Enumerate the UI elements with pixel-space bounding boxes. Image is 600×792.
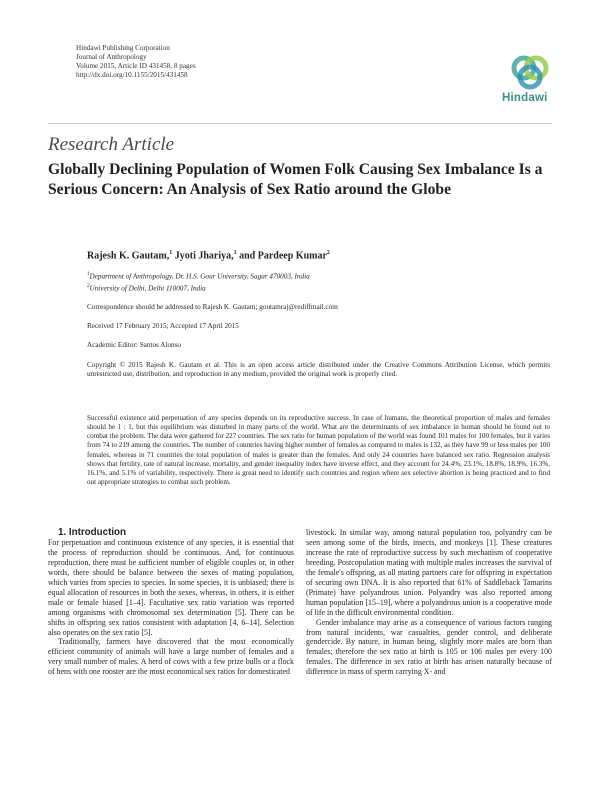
- body-paragraph: For perpetuation and continuous existence of any species, it is essential that the process of reproduction should be continuous. And, for continuous reproduction, there must be sufficient number of eligible couples or, in other words, there should be balance between the sexes of mating population, which varies from species to species. In some species, it is unbiased; there is equal allocation of resources in both the sexes, whereas, in others, it is either male or female biased [1–4]. Facultative sex ratio variation was reported among organisms with chromosomal sex determination [5]. There can be shifts in offspring sex ratios consistent with adaptation [4, 6–14]. Selection also operates on the sex ratio [5].: [48, 537, 294, 637]
- affiliation: $^1$Department of Anthropology, Dr. H.S. Gour University, Sagar 470003, India: [87, 272, 310, 281]
- right-column: [306, 528, 552, 677]
- author-name: Rajesh K. Gautam,: [87, 250, 170, 262]
- article-title: Globally Declining Population of Women Folk Causing Sex Imbalance Is a Serious Concern: An Analysis of Sex Ratio around the Globe: [48, 161, 543, 198]
- author-affiliation-mark: 1: [169, 250, 173, 256]
- author-name: and Pardeep Kumar: [239, 250, 327, 262]
- affiliation: $^2$University of Delhi, Delhi 110007, India: [87, 283, 206, 292]
- article-type: Research Article: [48, 134, 175, 155]
- academic-editor: Academic Editor: Santos Alonso: [87, 341, 182, 349]
- journal-name: Journal of Anthropology: [76, 53, 147, 61]
- received-accepted-dates: Received 17 February 2015; Accepted 17 April 2015: [87, 322, 239, 330]
- hindawi-logo-text: Hindawi: [502, 92, 548, 104]
- doi-link[interactable]: http://dx.doi.org/10.1155/2015/431458: [76, 71, 188, 79]
- author-list: [87, 250, 330, 261]
- header-divider: [48, 123, 552, 124]
- author-affiliation-mark: 2: [326, 250, 330, 256]
- affiliations: [87, 270, 557, 293]
- volume-info: Volume 2015, Article ID 431458, 8 pages: [76, 62, 196, 70]
- left-column: [48, 528, 294, 677]
- author-name: Jyoti Jhariya,: [174, 250, 234, 262]
- body-paragraph: Gender imbalance may arise as a consequence of various factors ranging from natural incidents, war casualties, gender control, and deliberate gendercide. By nature, in human being, slightly more males are born than females; therefore the sex ratio at birth is 105 or 106 males per every 100 females. The difference in sex ratio at birth has arisen naturally because of difference in mass of sperm carrying X- and: [306, 617, 552, 677]
- copyright-notice: Copyright © 2015 Rajesh K. Gautam et al. This is an open access article distributed under the Creative Commons Attribution License, which permits unrestricted use, distribution, and reproduction in any medium, provided the original work is properly cited.: [87, 361, 550, 379]
- journal-header: [76, 44, 196, 80]
- abstract: Successful existence and perpetuation of any species depends on its reproductive success. In case of humans, the theoretical proportion of males and females should be 1 : 1, but this equilibrium was disturbed in many parts of the world. What are the determinants of sex imbalance in human should be found out to combat the problem. The data were gathered for 227 countries. The sex ratio for human population of the world was found 101 males for 100 females, but it varies from 74 to 219 among the countries. The number of countries having higher number of females as compared to males is 132, as they have 99 or less males per 100 females, whereas in 71 countries the total population of males is greater than the females. And only 24 countries have balanced sex ratio. Regression analysis shows that fertility, rate of natural increase, mortality, and gender inequality index have inverse effect, and they account for 24.4%, 23.1%, 18.8%, 18.9%, 16.3%, 16.1%, and 5.1% of variability, respectively. There is great need to identify such countries and region where sex selective abortion is being practiced and to find out appropriate strategies to combat such problem.: [87, 414, 550, 487]
- author-affiliation-mark: 1: [233, 250, 237, 256]
- section-heading: 1. Introduction: [58, 527, 127, 538]
- body-paragraph: livestock. In similar way, among natural population too, polyandry can be seen among some of the birds, insects, and monkeys [1]. These creatures increase the rate of reproductive success by such mechanism of cooperative breeding. Postcopulation mating with multiple males increases the survival of the female's offspring, as all mating partners care for offspring in expectation of securing own DNA. It is also reported that 61% of Saddleback Tamarins (Primate) have polyandrous union. Polyandry was also reported among human population [15–19], where a polyandrous union is a cooperative mode of life in the difficult environmental condition.: [306, 528, 552, 617]
- body-paragraph: Traditionally, farmers have discovered that the most economically efficient community of animals will have a large number of females and a very small number of males. A herd of cows with a few prize bulls or a flock of hens with one rooster are the most economical sex ratios for domesticated: [48, 637, 294, 677]
- correspondence: Correspondence should be addressed to Rajesh K. Gautam; goutamraj@rediffmail.com: [87, 303, 338, 311]
- publisher: Hindawi Publishing Corporation: [76, 44, 170, 52]
